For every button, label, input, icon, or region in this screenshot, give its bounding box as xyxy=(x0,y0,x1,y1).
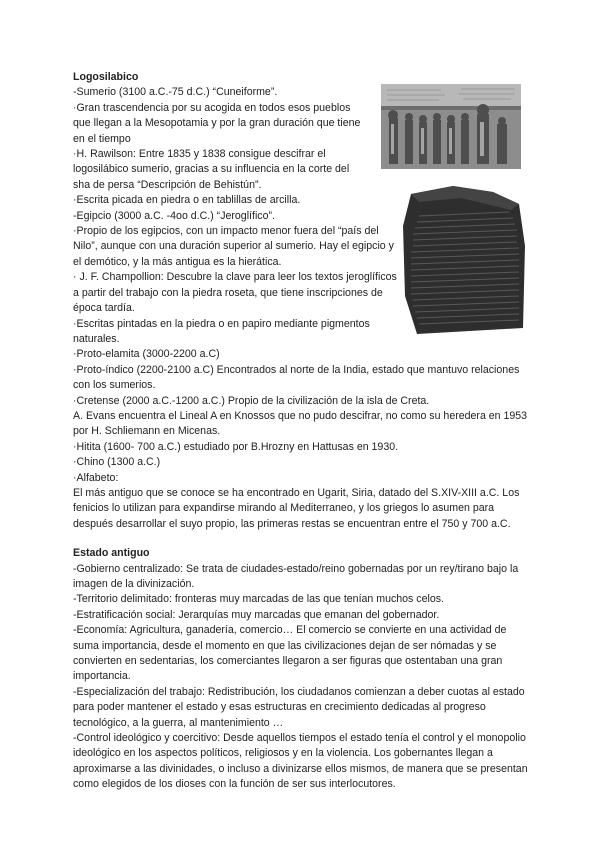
text-line: · J. F. Champollion: Descubre la clave para leer los textos jeroglíficos a partir del trabajo con la piedra roseta, que tiene inscripciones de época tardía. xyxy=(73,271,397,315)
section1-narrow-block xyxy=(73,85,397,347)
section-title-logosilabico: Logosilabico xyxy=(73,71,139,83)
text-line: ·Escritas pintadas en la piedra o en papiro mediante pigmentos naturales. xyxy=(73,317,370,345)
text-line: ·Propio de los egipcios, con un impacto menor fuera del “país del Nilo”, aunque con una duración superior al sumerio. Hay el egipcio y el demótico, y la más antigua es la hierática. xyxy=(73,225,394,268)
section-gap xyxy=(73,532,528,546)
text-line: ·Gran trascendencia por su acogida en todos esos pueblos que llegan a la Mesopotamia y por la gran duración que tiene en el tiempo xyxy=(73,101,361,145)
text-line: ·Proto-índico (2200-2100 a.C) Encontrados al norte de la India, estado que mantuvo relaciones con los sumerios. xyxy=(73,363,520,392)
text-line: -Control ideológico y coercitivo: Desde aquellos tiempos el estado tenía el control y el monopolio ideológico en los aspectos políticos, religiosos y en la violencia. Los gobernantes llegan a aproximarse a las divinidades, o incluso a divinizarse ellos mismos, de manera que se presentan como elegidos de los dioses con la función de ser sus interlocutores. xyxy=(73,732,528,791)
text-line: -Economía: Agricultura, ganadería, comercio… El comercio se convierte en una actividad de suma importancia, desde el momento en que las civilizaciones dejan de ser nómadas y se convierten en sedentarias, los comerciantes llegaron a ser figuras que ostentaban una gran importancia. xyxy=(73,624,507,683)
text-line: A. Evans encuentra el Lineal A en Knossos que no pudo descifrar, no como su heredera en 1953 por H. Schliemann en Micenas. xyxy=(73,409,528,438)
text-line: ·Chino (1300 a.C.) xyxy=(73,456,161,469)
text-line: -Territorio delimitado: fronteras muy marcadas de las que tenían muchos celos. xyxy=(73,593,444,606)
text-line: -Gobierno centralizado: Se trata de ciudades-estado/reino gobernadas por un rey/tirano bajo la imagen de la divinización. xyxy=(73,562,519,590)
text-line: ·Alfabeto: xyxy=(73,471,119,484)
text-line: -Especialización del trabajo: Redistribución, los ciudadanos comienzan a deber cuotas al estado para poder mantener el estado y esas estructuras en crecimiento dedicadas al progreso tecnológico, a la guerra, al mantenimiento … xyxy=(73,685,525,729)
text-line: -Estratificación social: Jerarquías muy marcadas que emanan del gobernador. xyxy=(73,608,440,621)
text-line: ·Hitita (1600- 700 a.C.) estudiado por B.Hrozny en Hattusas en 1930. xyxy=(73,440,399,453)
document-body xyxy=(73,70,528,793)
section-title-estado-antiguo: Estado antiguo xyxy=(73,547,150,560)
text-line: -Egipcio (3000 a.C. -4oo d.C.) “Jeroglífico”. xyxy=(73,209,275,222)
text-line: ·Cretense (2000 a.C.-1200 a.C.) Propio de la civilización de la isla de Creta. xyxy=(73,394,430,407)
text-line: ·Proto-elamita (3000-2200 a.C) xyxy=(73,348,220,361)
text-line: -Sumerio (3100 a.C.-75 d.C.) “Cuneiforme”. xyxy=(73,86,278,99)
text-line: El más antiguo que se conoce se ha encontrado en Ugarit, Siria, datado del S.XIV-XIII a.C. Los fenicios lo utilizan para expandirse mirando al Mediterraneo, y los griegos lo asumen para después desarrollar el suyo propio, las primeras restas se encuentran entre el 750 y 700 a.C. xyxy=(73,486,520,530)
text-line: ·H. Rawilson: Entre 1835 y 1838 consigue descifrar el logosilábico sumerio, gracias a su influencia en la corte del sha de persa “Descripción de Behistún”. xyxy=(73,148,350,191)
text-line: ·Escrita picada en piedra o en tablillas de arcilla. xyxy=(73,194,301,207)
